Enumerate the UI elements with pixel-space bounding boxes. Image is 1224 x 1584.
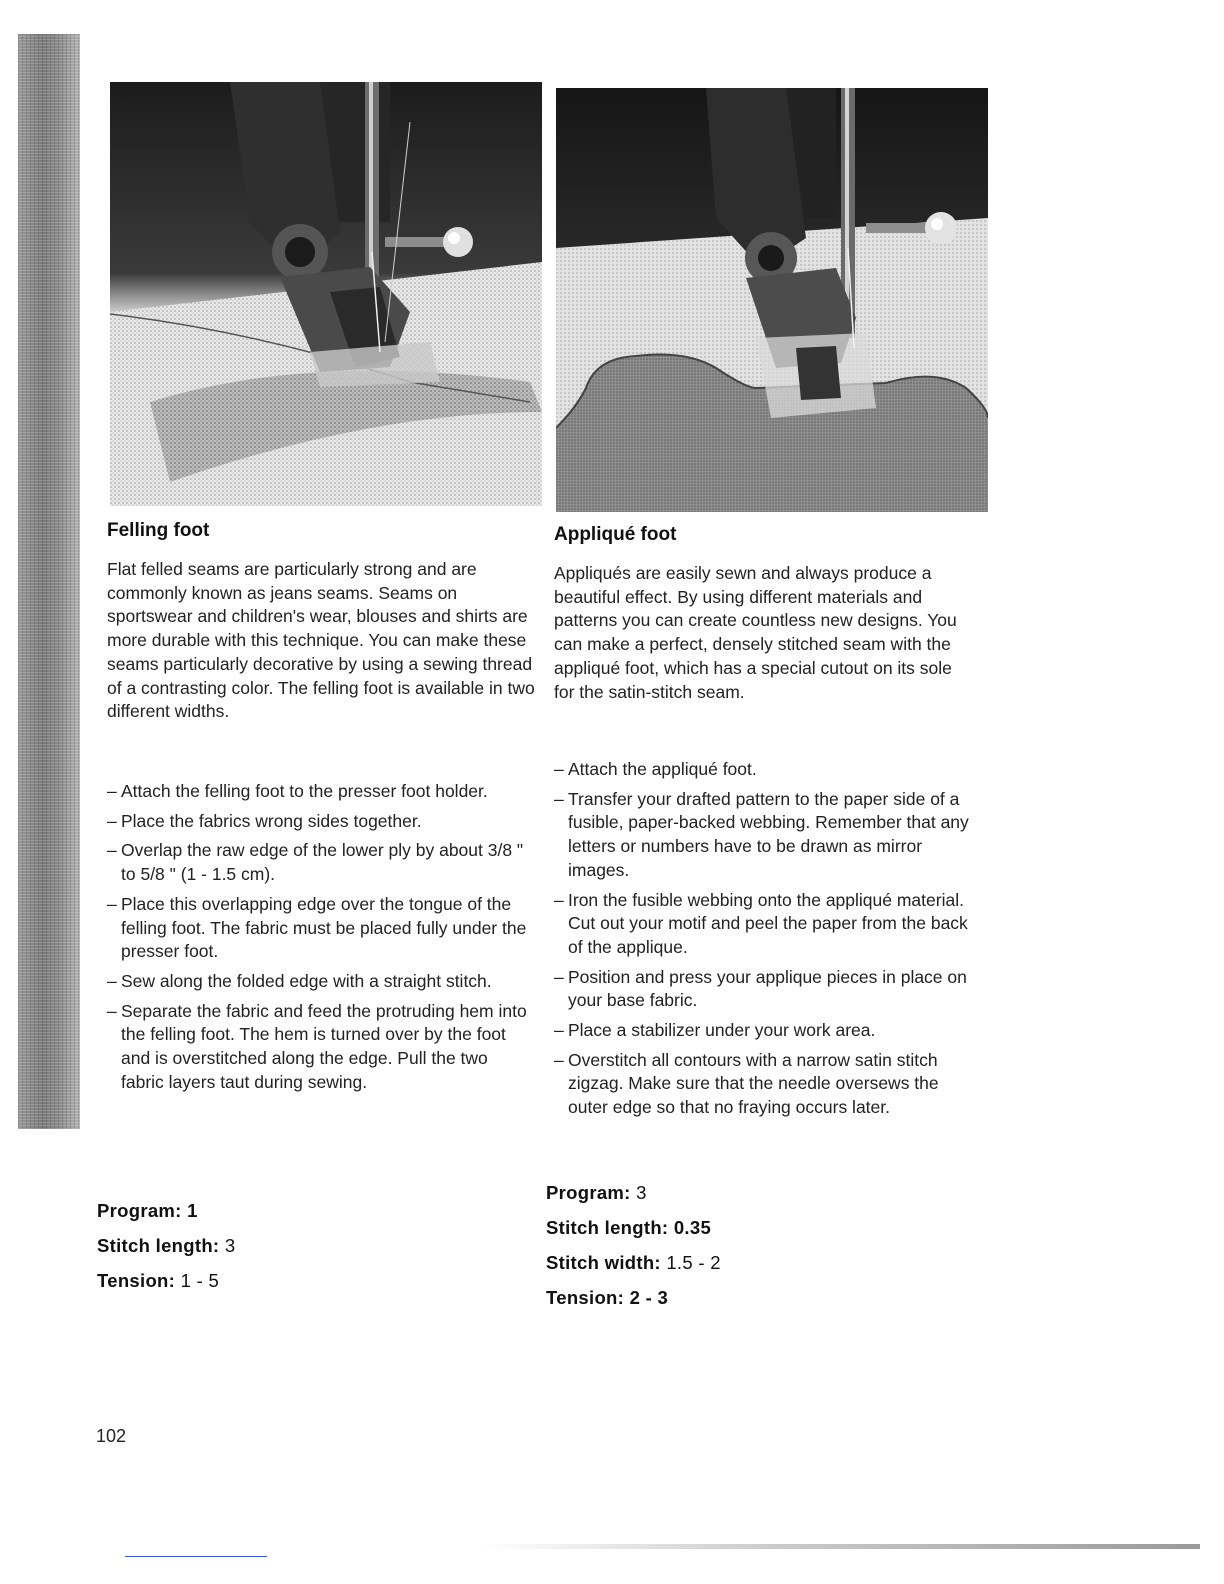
list-item: – Attach the felling foot to the presser foot holder. <box>107 780 527 804</box>
list-item: – Iron the fusible webbing onto the appliqué material. Cut out your motif and peel the paper from the back of the applique. <box>554 889 974 960</box>
setting-stitch-length: Stitch length: 0.35 <box>546 1217 712 1238</box>
felling-foot-photo <box>110 82 542 506</box>
scan-edge-shadow <box>18 34 80 1129</box>
section-heading: Appliqué foot <box>554 524 677 545</box>
setting-stitch-length: Stitch length: 3 <box>97 1235 236 1256</box>
page-number: 102 <box>96 1426 127 1446</box>
section-intro: Flat felled seams are particularly strong and are commonly known as jeans seams. Seams on sportswear and children's wear, blouses and shirts are more durable with this technique. You can make these seams particularly decorative by using a sewing thread of a contrasting color. The felling foot is available in two different widths. <box>107 559 535 722</box>
setting-program: Program: 1 <box>97 1200 198 1221</box>
applique-foot-photo <box>556 88 988 512</box>
setting-program: Program: 3 <box>546 1182 647 1203</box>
footer-rule <box>125 1556 267 1557</box>
section-heading: Felling foot <box>107 520 210 541</box>
list-item: – Sew along the folded edge with a straight stitch. <box>107 970 527 994</box>
list-item: – Overlap the raw edge of the lower ply by about 3/8 " to 5/8 " (1 - 1.5 cm). <box>107 839 527 886</box>
applique-foot-steps <box>554 758 974 1126</box>
section-intro: Appliqués are easily sewn and always produce a beautiful effect. By using different materials and patterns you can create countless new designs. You can make a perfect, densely stitched seam with the appliqué foot, which has a special cutout on its sole for the satin-stitch seam. <box>554 563 957 702</box>
setting-tension: Tension: 1 - 5 <box>97 1270 220 1291</box>
setting-stitch-width: Stitch width: 1.5 - 2 <box>546 1252 721 1273</box>
list-item: – Place the fabrics wrong sides together. <box>107 810 527 834</box>
applique-foot-settings <box>546 1182 721 1322</box>
felling-foot-steps <box>107 780 527 1100</box>
felling-foot-section <box>107 520 537 724</box>
scan-edge-shadow-bottom <box>480 1544 1200 1549</box>
list-item: – Transfer your drafted pattern to the paper side of a fusible, paper-backed webbing. Remember that any letters or numbers have to be drawn as mirror images. <box>554 788 974 883</box>
list-item: – Place a stabilizer under your work area. <box>554 1019 974 1043</box>
felling-foot-settings <box>97 1200 235 1305</box>
list-item: – Attach the appliqué foot. <box>554 758 974 782</box>
list-item: – Separate the fabric and feed the protruding hem into the felling foot. The hem is turned over by the foot and is overstitched along the edge. Pull the two fabric layers taut during sewing. <box>107 1000 527 1095</box>
setting-tension: Tension: 2 - 3 <box>546 1287 669 1308</box>
list-item: – Overstitch all contours with a narrow satin stitch zigzag. Make sure that the needle oversews the outer edge so that no fraying occurs later. <box>554 1049 974 1120</box>
applique-foot-section <box>554 524 974 704</box>
list-item: – Position and press your applique pieces in place on your base fabric. <box>554 966 974 1013</box>
list-item: – Place this overlapping edge over the tongue of the felling foot. The fabric must be placed fully under the presser foot. <box>107 893 527 964</box>
